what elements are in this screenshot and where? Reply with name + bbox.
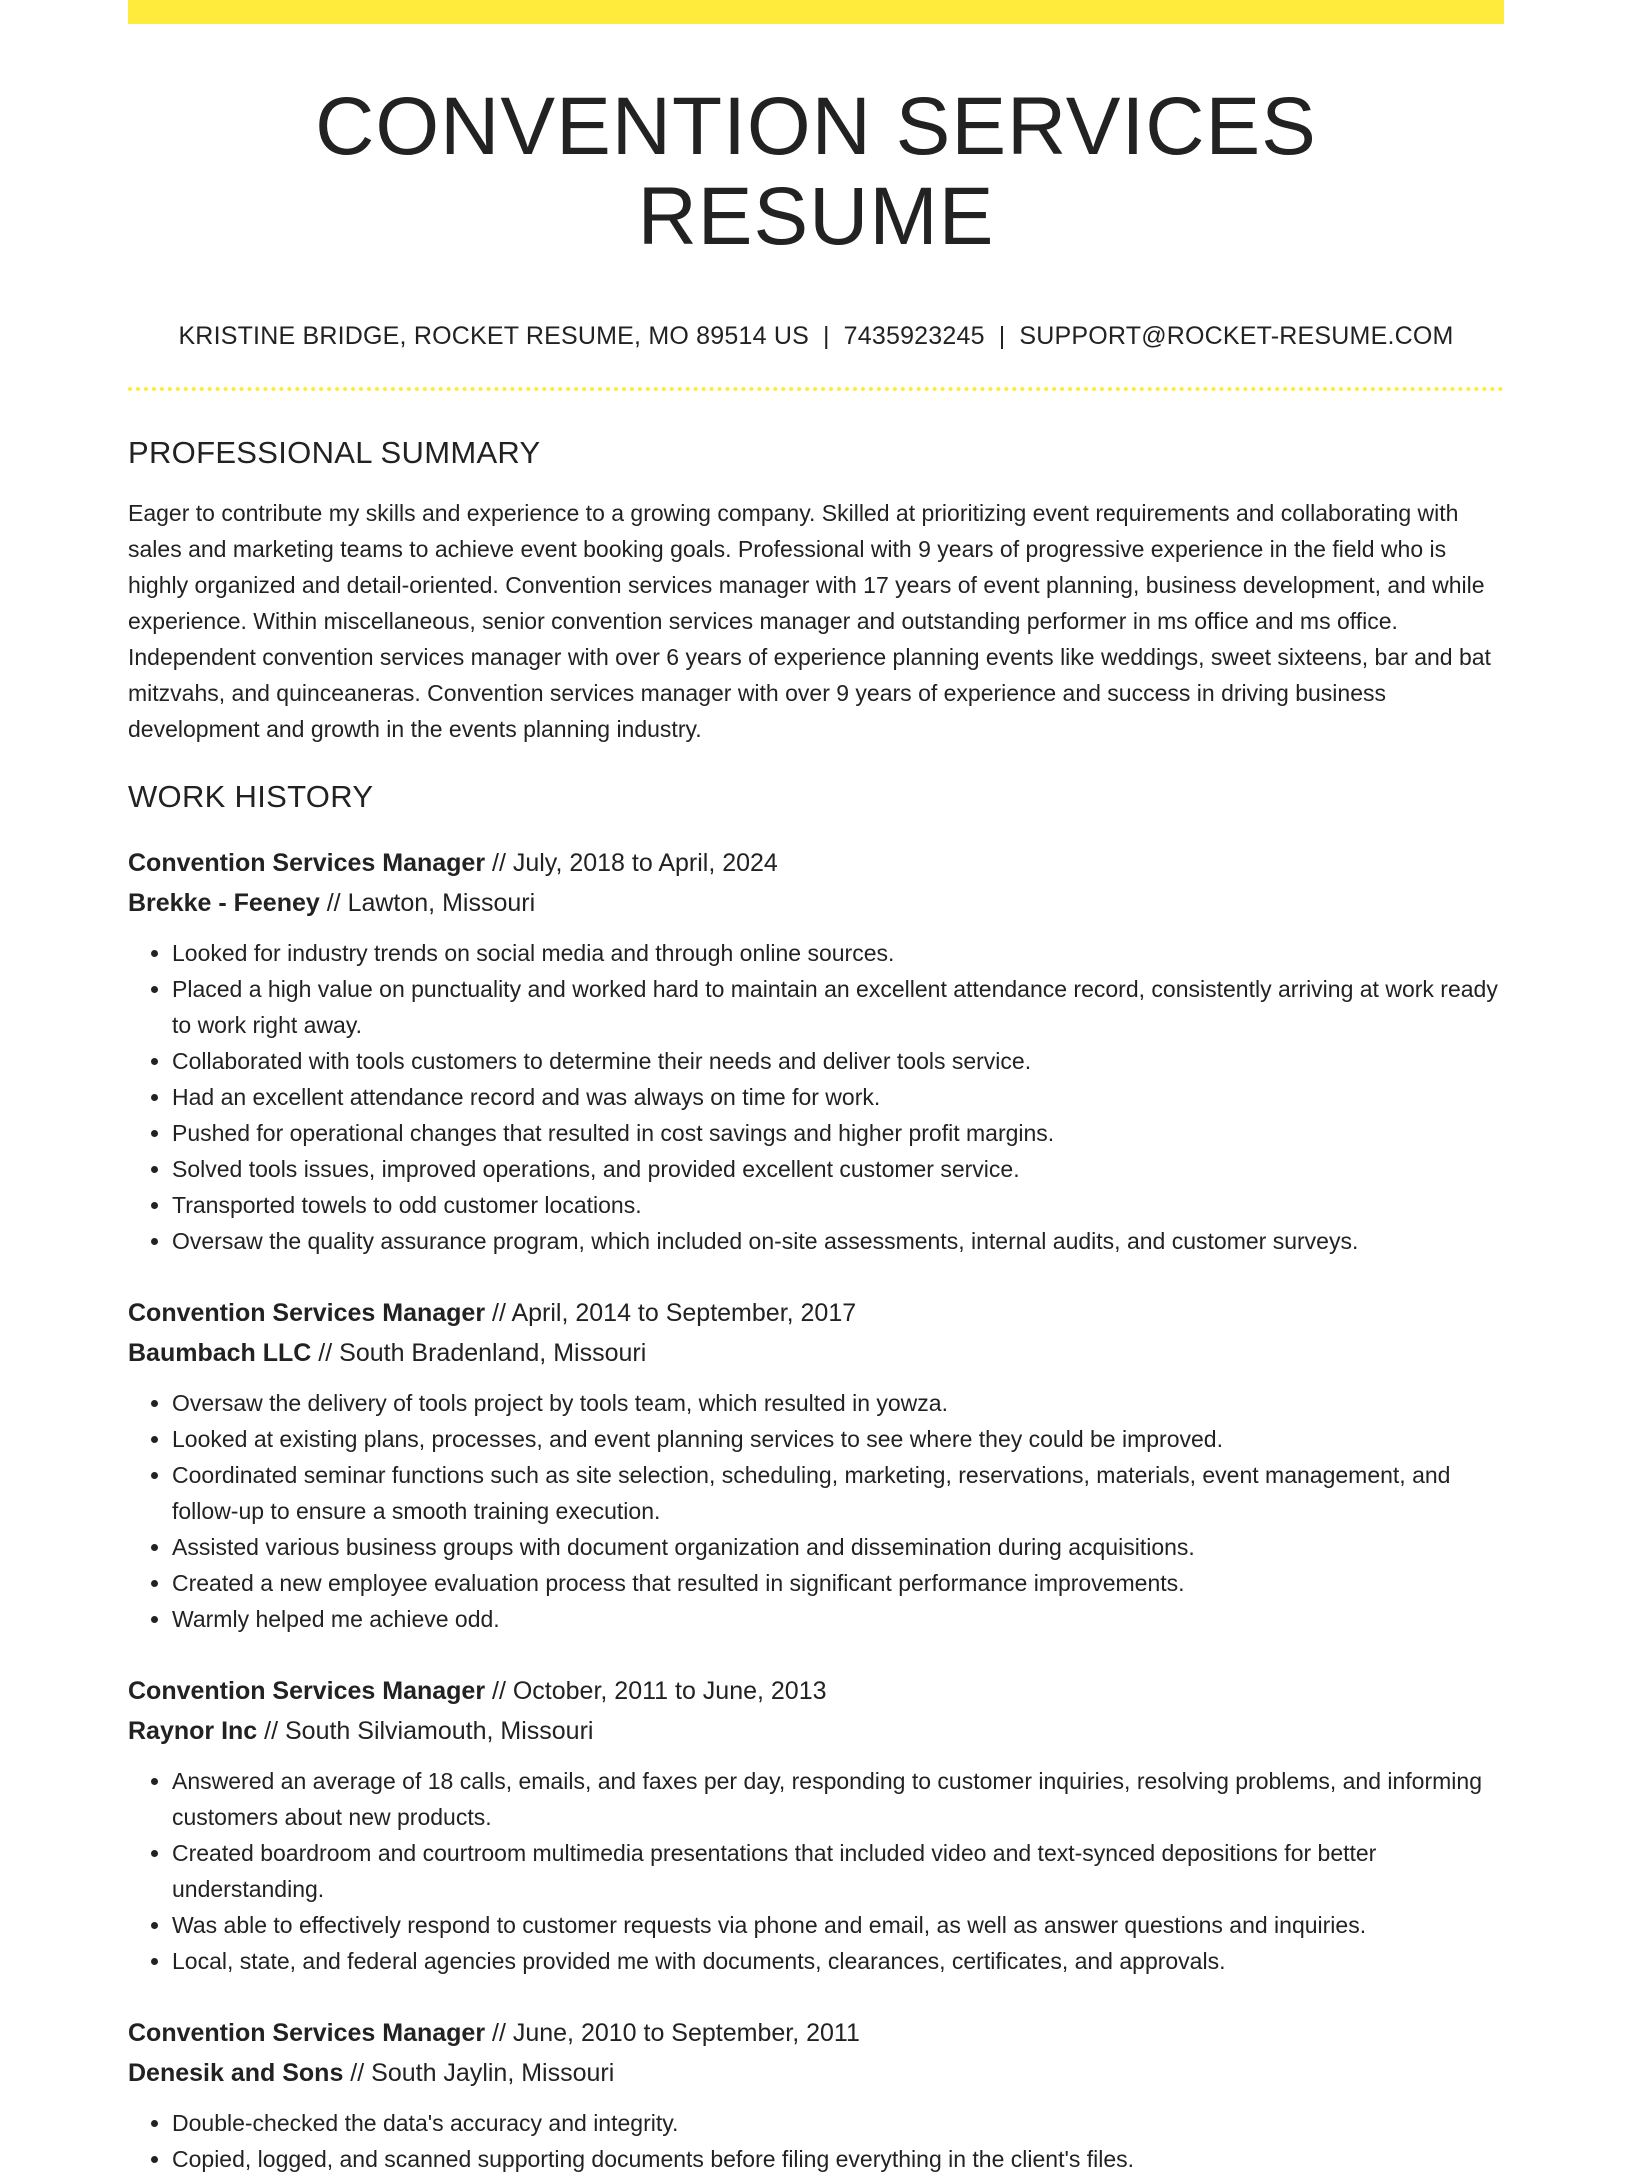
job-bullet: • Collaborated with tools customers to determine their needs and deliver tools service. [172,1043,1504,1079]
job-company: Brekke - Feeney [128,889,320,918]
summary-heading: PROFESSIONAL SUMMARY [128,435,541,471]
job-dates: // October, 2011 to June, 2013 [485,1677,827,1706]
job-bullets [128,1763,1504,1979]
job-company-line [128,2053,1504,2093]
job-title: Convention Services Manager [128,1677,486,1706]
job-bullet: • Had an excellent attendance record and was always on time for work. [172,1079,1504,1115]
job-bullet: • Assisted various business groups with document organization and dissemination during acquisitions. [172,1529,1504,1565]
summary-text: Eager to contribute my skills and experience to a growing company. Skilled at prioritizing event requirements and collaborating with sales and marketing teams to achieve event booking goals. Professional with 9 years of progressive experience in the field who is highly organized and detail-oriented. Convention services manager with 17 years of event planning, business development, and while experience. Within miscellaneous, senior convention services manager and outstanding performer in ms office and ms office. Independent convention services manager with over 6 years of experience planning events like weddings, sweet sixteens, bar and bat mitzvahs, and quinceaneras. Convention services manager with over 9 years of experience and success in driving business development and growth in the events planning industry. [128,500,1491,743]
job-title-line [128,843,1504,883]
job-bullet: • Created a new employee evaluation process that resulted in significant performance improvements. [172,1565,1504,1601]
job-location: // South Bradenland, Missouri [311,1339,647,1368]
job-dates: // April, 2014 to September, 2017 [485,1299,857,1328]
job-location: // South Silviamouth, Missouri [257,1717,594,1746]
job-entry [128,1293,1504,1637]
accent-top-bar [128,0,1504,24]
job-title: Convention Services Manager [128,849,486,878]
job-location: // Lawton, Missouri [319,889,536,918]
job-bullets [128,935,1504,1259]
job-bullet: • Solved tools issues, improved operations, and provided excellent customer service. [172,1151,1504,1187]
job-bullet: • Oversaw the delivery of tools project by tools team, which resulted in yowza. [172,1385,1504,1421]
job-bullet: • Answered an average of 18 calls, emails, and faxes per day, responding to customer inquiries, resolving problems, and informing customers about new products. [172,1763,1504,1835]
contact-phone: 7435923245 [843,322,985,351]
job-bullet: • Created boardroom and courtroom multimedia presentations that included video and text-synced depositions for better understanding. [172,1835,1504,1907]
job-bullet: • Coordinated seminar functions such as site selection, scheduling, marketing, reservations, materials, event management, and follow-up to ensure a smooth training execution. [172,1457,1504,1529]
job-bullet: • Transported towels to odd customer locations. [172,1187,1504,1223]
contact-address: KRISTINE BRIDGE, ROCKET RESUME, MO 89514 US [178,322,809,351]
job-bullet: • Looked for industry trends on social media and through online sources. [172,935,1504,971]
job-company: Raynor Inc [128,1717,258,1746]
contact-line [128,322,1504,351]
job-bullet: • Pushed for operational changes that resulted in cost savings and higher profit margins. [172,1115,1504,1151]
job-dates: // June, 2010 to September, 2011 [485,2019,860,2048]
job-bullets [128,2105,1504,2177]
contact-separator: | [822,322,830,351]
contact-separator: | [998,322,1006,351]
job-entry [128,2013,1504,2177]
work-history-heading: WORK HISTORY [128,779,374,815]
job-bullet: • Oversaw the quality assurance program, which included on-site assessments, internal audits, and customer surveys. [172,1223,1504,1259]
job-bullet: • Copied, logged, and scanned supporting documents before filing everything in the client's files. [172,2141,1504,2177]
job-bullet: • Was able to effectively respond to customer requests via phone and email, as well as answer questions and inquiries. [172,1907,1504,1943]
job-title-line [128,2013,1504,2053]
job-entry [128,1671,1504,1979]
job-bullet: • Local, state, and federal agencies provided me with documents, clearances, certificates, and approvals. [172,1943,1504,1979]
job-bullet: • Placed a high value on punctuality and worked hard to maintain an excellent attendance record, consistently arriving at work ready to work right away. [172,971,1504,1043]
job-company: Denesik and Sons [128,2059,344,2088]
job-title-line [128,1671,1504,1711]
job-company-line [128,883,1504,923]
job-bullets [128,1385,1504,1637]
job-bullet: • Looked at existing plans, processes, and event planning services to see where they could be improved. [172,1421,1504,1457]
job-location: // South Jaylin, Missouri [343,2059,615,2088]
job-title: Convention Services Manager [128,1299,486,1328]
job-dates: // July, 2018 to April, 2024 [485,849,778,878]
job-title: Convention Services Manager [128,2019,486,2048]
dotted-divider [128,387,1504,391]
job-title-line [128,1293,1504,1333]
job-list [128,843,1504,2177]
resume-page [128,0,1504,2177]
job-company-line [128,1711,1504,1751]
job-bullet: • Warmly helped me achieve odd. [172,1601,1504,1637]
job-company: Baumbach LLC [128,1339,312,1368]
job-bullet: • Double-checked the data's accuracy and integrity. [172,2105,1504,2141]
resume-title: CONVENTION SERVICES RESUME [315,81,1317,263]
job-company-line [128,1333,1504,1373]
contact-email: SUPPORT@ROCKET-RESUME.COM [1019,322,1454,351]
job-entry [128,843,1504,1259]
